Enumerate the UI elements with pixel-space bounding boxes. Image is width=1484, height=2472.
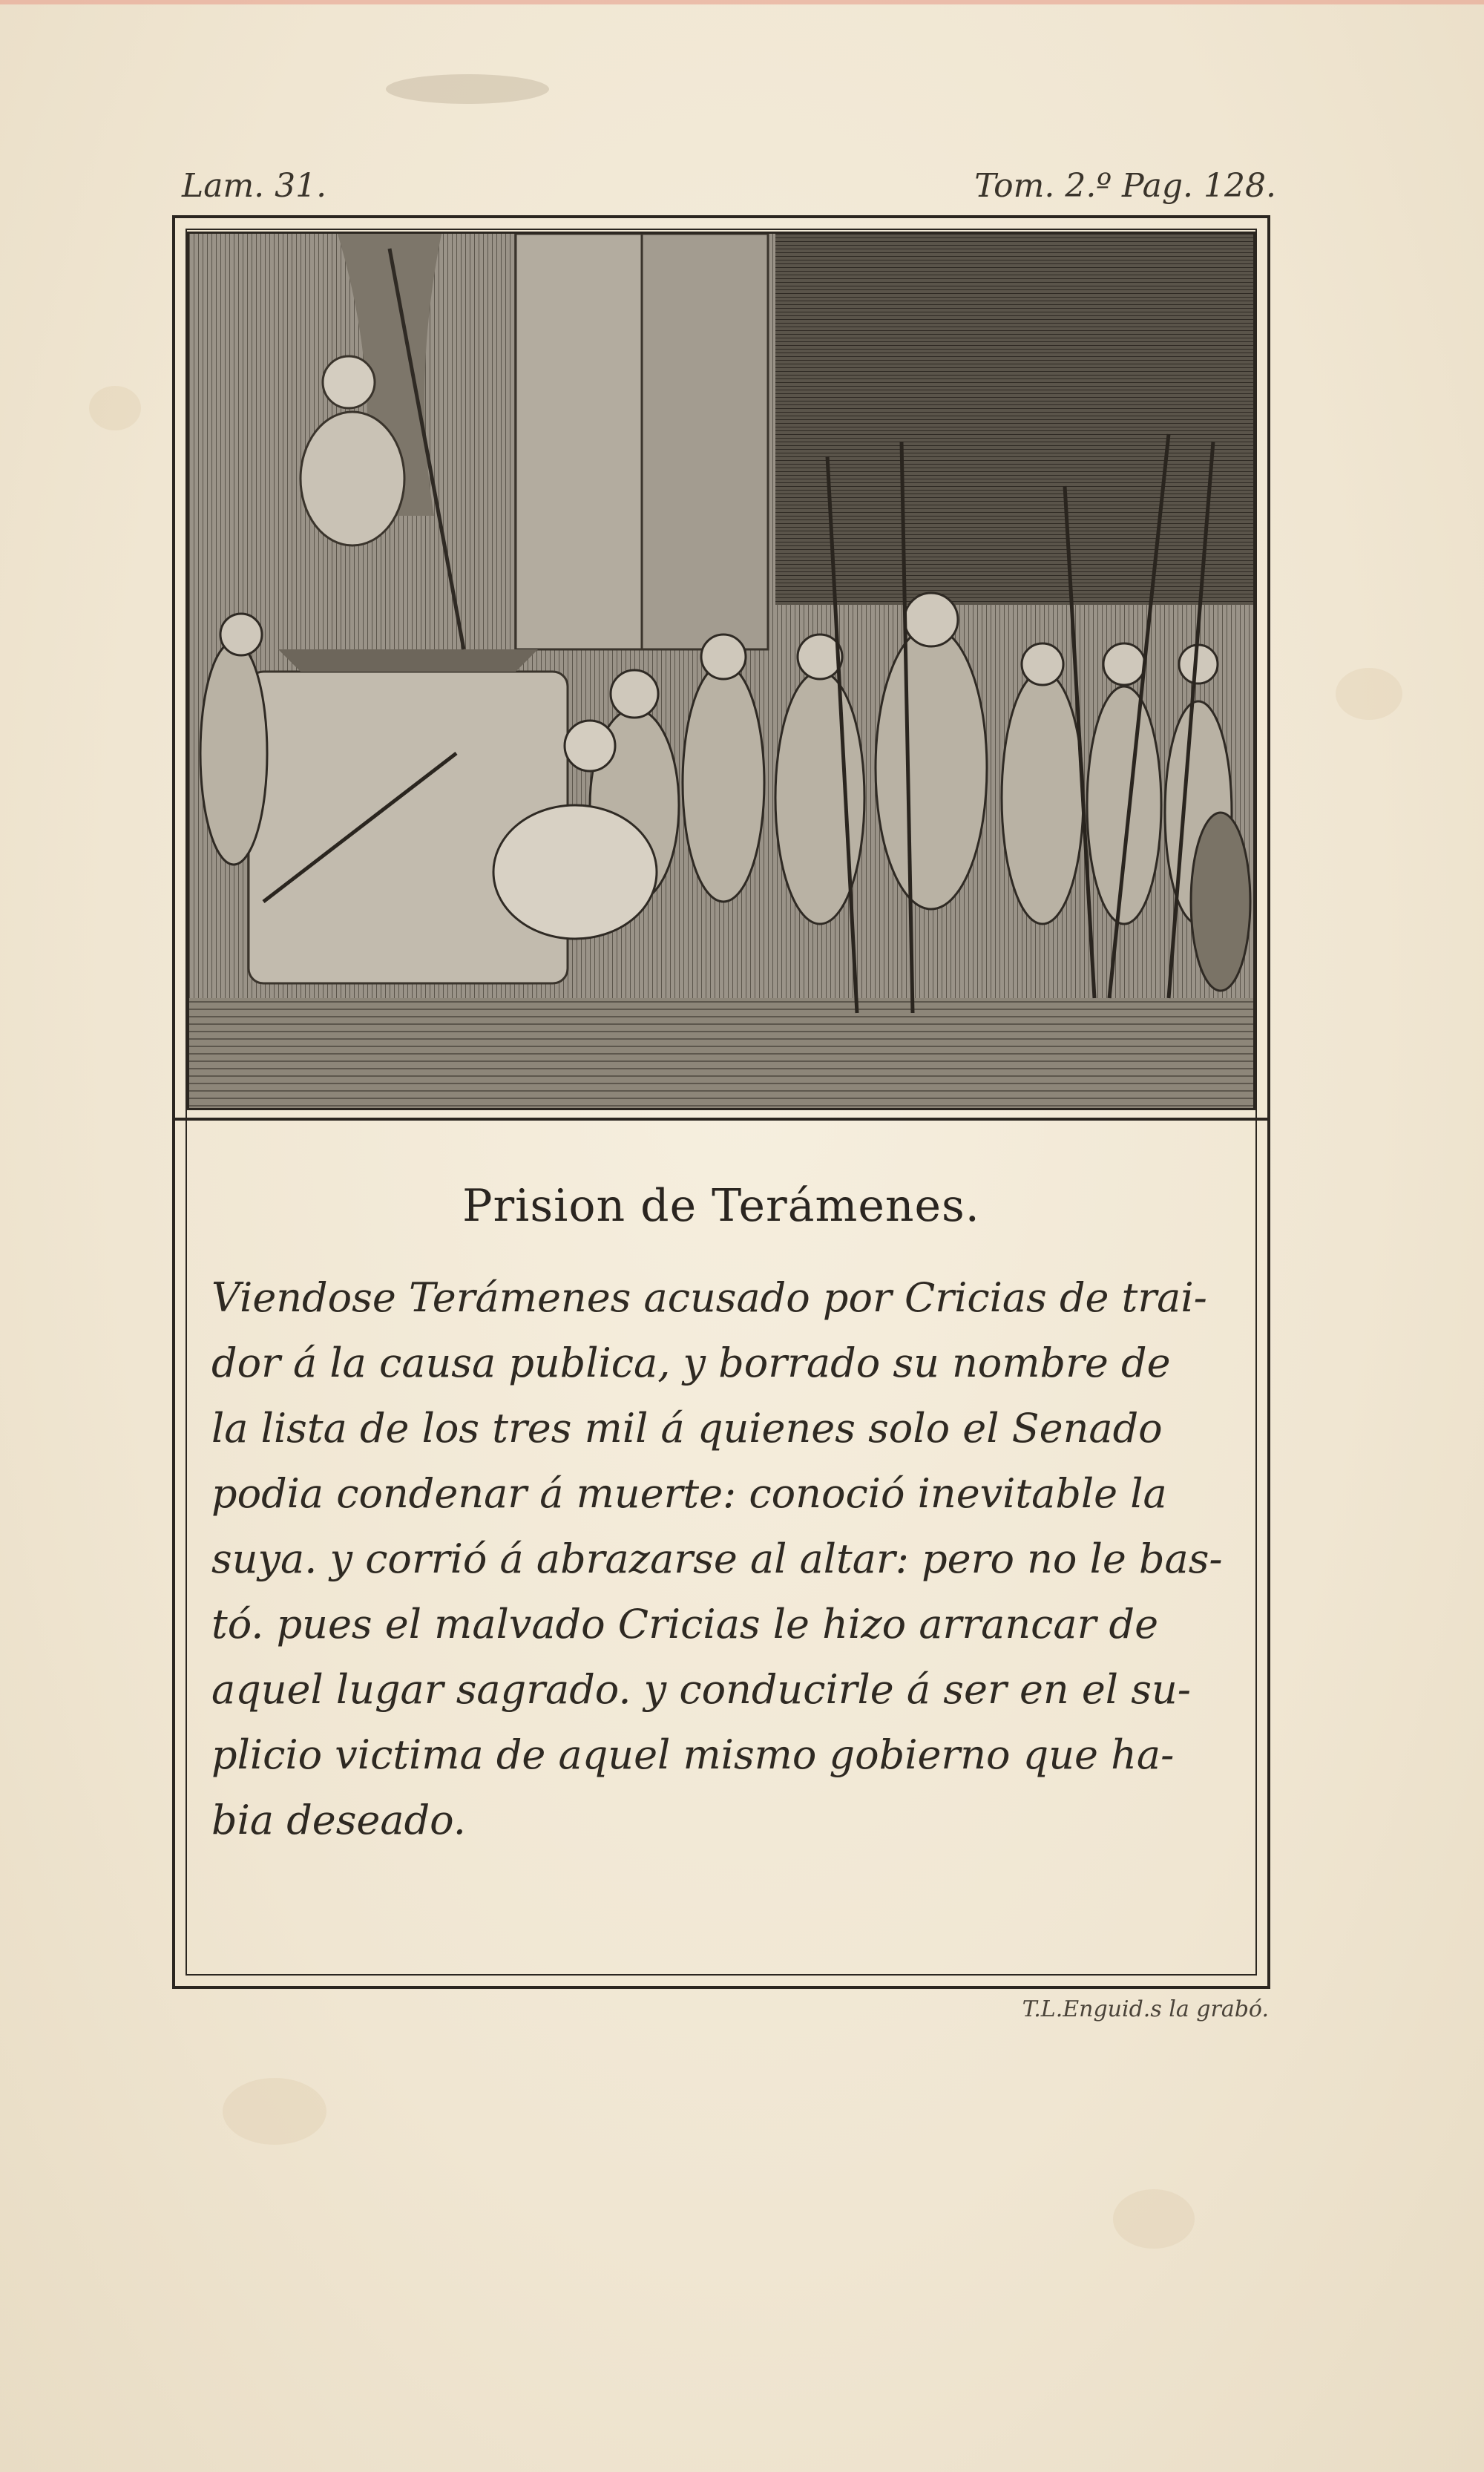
caption-line: aquel lugar sagrado. y conducirle á ser en el su-: [211, 1666, 1191, 1713]
volume-page-ref: Tom. 2.º Pag. 128.: [974, 167, 1276, 205]
stain-mark: [386, 74, 549, 104]
caption-line: suya. y corrió á abrazarse al altar: pero no le bas-: [211, 1535, 1223, 1582]
plate-title: Prision de Terámenes.: [462, 1180, 980, 1232]
caption-line: Viendose Terámenes acusado por Cricias de trai-: [211, 1274, 1207, 1321]
theramenes-kneeling-figure: [493, 805, 657, 939]
goddess-statue-body: [301, 412, 404, 545]
engraving-scene: [189, 234, 1253, 1108]
caption-line: la lista de los tres mil á quienes solo el Senado: [211, 1405, 1163, 1452]
engraving-illustration: [187, 232, 1255, 1110]
caption-line: plicio victima de aquel mismo gobierno que ha-: [211, 1731, 1175, 1778]
plate-number: Lam. 31.: [182, 167, 327, 205]
column: [516, 234, 642, 649]
paper-top-edge: [0, 0, 1484, 4]
panel-divider: [172, 1118, 1270, 1121]
shield: [1191, 813, 1250, 991]
column: [642, 234, 768, 649]
theramenes-head: [565, 721, 615, 771]
caption-line: bia deseado.: [211, 1797, 466, 1843]
caption-line: podia condenar á muerte: conoció inevitable la: [211, 1470, 1167, 1517]
caption-line: tó. pues el malvado Cricias le hizo arrancar de: [211, 1601, 1159, 1648]
back-room-shadow: [775, 234, 1253, 605]
foxing-spot: [89, 386, 141, 430]
engraver-signature: T.L.Enguid.s la grabó.: [1022, 1996, 1269, 2022]
foxing-spot: [1336, 668, 1402, 720]
goddess-statue-head: [323, 356, 375, 408]
altar-top: [278, 649, 538, 672]
caption-text: [211, 1265, 1243, 1853]
foxing-spot: [1113, 2189, 1195, 2249]
caption-line: dor á la causa publica, y borrado su nombre de: [211, 1340, 1171, 1386]
foxing-spot: [223, 2078, 326, 2145]
floor: [189, 998, 1253, 1108]
